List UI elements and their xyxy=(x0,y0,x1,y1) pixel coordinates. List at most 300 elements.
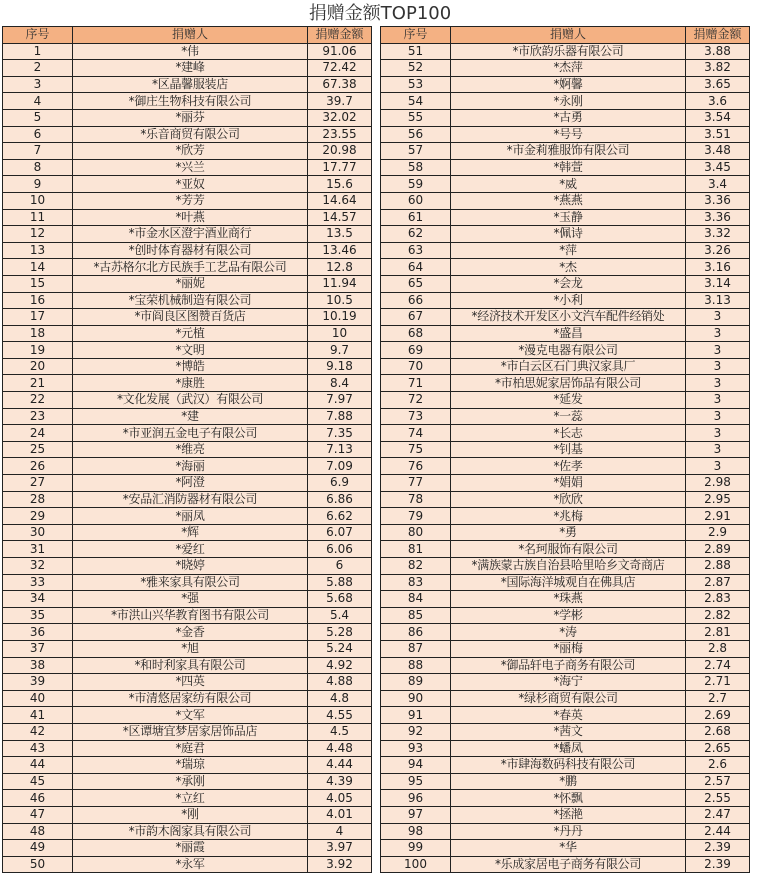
amount-cell: 5.28 xyxy=(308,624,372,641)
donor-cell: *华 xyxy=(451,840,686,857)
donor-cell: *创时体育器材有限公司 xyxy=(73,242,308,259)
donor-header: 捐赠人 xyxy=(451,27,686,44)
donor-cell: *晓婷 xyxy=(73,558,308,575)
donor-cell: *庭君 xyxy=(73,740,308,757)
amount-cell: 2.98 xyxy=(686,475,750,492)
table-row xyxy=(381,309,750,326)
amount-cell: 2.71 xyxy=(686,674,750,691)
donor-cell: *娟娟 xyxy=(451,475,686,492)
amount-cell: 7.09 xyxy=(308,458,372,475)
table-row xyxy=(3,275,372,292)
amount-cell: 3 xyxy=(686,425,750,442)
donor-cell: *雅来家具有限公司 xyxy=(73,574,308,591)
donor-cell: *康胜 xyxy=(73,375,308,392)
rank-cell: 89 xyxy=(381,674,451,691)
donor-cell: *建峰 xyxy=(73,60,308,77)
rank-cell: 66 xyxy=(381,292,451,309)
table-row xyxy=(381,740,750,757)
amount-cell: 6.06 xyxy=(308,541,372,558)
table-row xyxy=(381,292,750,309)
rank-cell: 60 xyxy=(381,192,451,209)
donor-cell: *丽霞 xyxy=(73,840,308,857)
rank-cell: 83 xyxy=(381,574,451,591)
donation-table-left xyxy=(2,26,372,873)
rank-cell: 45 xyxy=(3,773,73,790)
rank-cell: 29 xyxy=(3,508,73,525)
rank-cell: 2 xyxy=(3,60,73,77)
table-row xyxy=(381,325,750,342)
donor-cell: *刚 xyxy=(73,806,308,823)
table-row xyxy=(381,458,750,475)
amount-cell: 32.02 xyxy=(308,109,372,126)
rank-cell: 16 xyxy=(3,292,73,309)
amount-cell: 3.32 xyxy=(686,226,750,243)
amount-cell: 12.8 xyxy=(308,259,372,276)
rank-cell: 99 xyxy=(381,840,451,857)
rank-cell: 30 xyxy=(3,524,73,541)
table-row xyxy=(3,76,372,93)
table-row xyxy=(3,292,372,309)
amount-cell: 2.95 xyxy=(686,491,750,508)
rank-cell: 21 xyxy=(3,375,73,392)
table-row xyxy=(3,524,372,541)
table-row xyxy=(3,740,372,757)
rank-cell: 46 xyxy=(3,790,73,807)
table-row xyxy=(3,159,372,176)
table-row xyxy=(381,259,750,276)
amount-cell: 4.8 xyxy=(308,690,372,707)
table-row xyxy=(3,342,372,359)
table-row xyxy=(3,209,372,226)
table-row xyxy=(3,790,372,807)
amount-cell: 2.44 xyxy=(686,823,750,840)
table-row xyxy=(3,508,372,525)
donor-cell: *爱红 xyxy=(73,541,308,558)
donor-cell: *小利 xyxy=(451,292,686,309)
donor-cell: *亚奴 xyxy=(73,176,308,193)
rank-cell: 47 xyxy=(3,806,73,823)
rank-cell: 86 xyxy=(381,624,451,641)
table-row xyxy=(3,541,372,558)
amount-cell: 3.14 xyxy=(686,275,750,292)
donor-cell: *涛 xyxy=(451,624,686,641)
table-row xyxy=(3,840,372,857)
table-row xyxy=(381,640,750,657)
donor-cell: *御品轩电子商务有限公司 xyxy=(451,657,686,674)
table-row xyxy=(381,242,750,259)
amount-cell: 3.16 xyxy=(686,259,750,276)
rank-header: 序号 xyxy=(381,27,451,44)
rank-cell: 69 xyxy=(381,342,451,359)
rank-cell: 28 xyxy=(3,491,73,508)
rank-cell: 70 xyxy=(381,358,451,375)
rank-cell: 72 xyxy=(381,392,451,409)
rank-cell: 48 xyxy=(3,823,73,840)
donor-cell: *市柏思妮家居饰品有限公司 xyxy=(451,375,686,392)
donor-cell: *市清悠居家纺有限公司 xyxy=(73,690,308,707)
amount-cell: 2.83 xyxy=(686,591,750,608)
table-row xyxy=(3,425,372,442)
rank-cell: 93 xyxy=(381,740,451,757)
donor-cell: *市韵木阁家具有限公司 xyxy=(73,823,308,840)
amount-cell: 4.48 xyxy=(308,740,372,757)
donor-cell: *强 xyxy=(73,591,308,608)
table-row xyxy=(381,76,750,93)
donor-cell: *区谭塘宜梦居家居饰品店 xyxy=(73,723,308,740)
amount-cell: 2.69 xyxy=(686,707,750,724)
table-row xyxy=(3,242,372,259)
table-row xyxy=(381,143,750,160)
donor-cell: *绿杉商贸有限公司 xyxy=(451,690,686,707)
rank-cell: 81 xyxy=(381,541,451,558)
amount-cell: 2.55 xyxy=(686,790,750,807)
table-row xyxy=(3,674,372,691)
table-row xyxy=(3,325,372,342)
table-row xyxy=(381,591,750,608)
rank-cell: 10 xyxy=(3,192,73,209)
donor-cell: *珠燕 xyxy=(451,591,686,608)
amount-cell: 9.18 xyxy=(308,358,372,375)
rank-cell: 15 xyxy=(3,275,73,292)
amount-cell: 2.8 xyxy=(686,640,750,657)
rank-cell: 92 xyxy=(381,723,451,740)
table-row xyxy=(3,591,372,608)
rank-cell: 5 xyxy=(3,109,73,126)
table-row xyxy=(381,159,750,176)
table-row xyxy=(381,707,750,724)
amount-cell: 2.9 xyxy=(686,524,750,541)
rank-cell: 1 xyxy=(3,43,73,60)
table-row xyxy=(3,392,372,409)
donor-cell: *市欣韵乐器有限公司 xyxy=(451,43,686,60)
table-row xyxy=(381,790,750,807)
rank-cell: 62 xyxy=(381,226,451,243)
rank-cell: 54 xyxy=(381,93,451,110)
table-row xyxy=(381,93,750,110)
donor-cell: *四英 xyxy=(73,674,308,691)
amount-cell: 10 xyxy=(308,325,372,342)
donor-cell: *欣芳 xyxy=(73,143,308,160)
amount-cell: 3.88 xyxy=(686,43,750,60)
table-row xyxy=(3,657,372,674)
amount-cell: 2.89 xyxy=(686,541,750,558)
amount-cell: 3.92 xyxy=(308,856,372,873)
table-row xyxy=(3,408,372,425)
rank-cell: 26 xyxy=(3,458,73,475)
amount-cell: 10.5 xyxy=(308,292,372,309)
donor-cell: *会龙 xyxy=(451,275,686,292)
rank-cell: 14 xyxy=(3,259,73,276)
table-row xyxy=(381,657,750,674)
table-row xyxy=(3,143,372,160)
amount-cell: 7.35 xyxy=(308,425,372,442)
rank-cell: 85 xyxy=(381,607,451,624)
donor-cell: *威 xyxy=(451,176,686,193)
table-row xyxy=(381,541,750,558)
amount-cell: 39.7 xyxy=(308,93,372,110)
table-row xyxy=(3,43,372,60)
table-header-row xyxy=(381,27,750,44)
donor-cell: *阿澄 xyxy=(73,475,308,492)
table-row xyxy=(3,226,372,243)
rank-cell: 79 xyxy=(381,508,451,525)
amount-cell: 3.36 xyxy=(686,209,750,226)
table-row xyxy=(3,558,372,575)
donor-cell: *市白云区石门典汉家具厂 xyxy=(451,358,686,375)
table-row xyxy=(3,690,372,707)
amount-cell: 3 xyxy=(686,342,750,359)
donor-cell: *名珂服饰有限公司 xyxy=(451,541,686,558)
donor-cell: *海丽 xyxy=(73,458,308,475)
rank-cell: 63 xyxy=(381,242,451,259)
rank-cell: 90 xyxy=(381,690,451,707)
rank-cell: 8 xyxy=(3,159,73,176)
amount-cell: 7.88 xyxy=(308,408,372,425)
rank-cell: 38 xyxy=(3,657,73,674)
rank-cell: 43 xyxy=(3,740,73,757)
rank-cell: 91 xyxy=(381,707,451,724)
table-row xyxy=(381,558,750,575)
table-row xyxy=(3,856,372,873)
rank-cell: 4 xyxy=(3,93,73,110)
amount-cell: 4.05 xyxy=(308,790,372,807)
donor-cell: *乐成家居电子商务有限公司 xyxy=(451,856,686,873)
table-row xyxy=(381,392,750,409)
donor-cell: *经济技术开发区小文汽车配件经销处 xyxy=(451,309,686,326)
rank-header: 序号 xyxy=(3,27,73,44)
rank-cell: 55 xyxy=(381,109,451,126)
donor-cell: *安品汇消防器材有限公司 xyxy=(73,491,308,508)
rank-cell: 3 xyxy=(3,76,73,93)
table-row xyxy=(381,43,750,60)
donor-cell: *瑞琼 xyxy=(73,757,308,774)
amount-cell: 5.24 xyxy=(308,640,372,657)
amount-cell: 3.45 xyxy=(686,159,750,176)
amount-cell: 6.07 xyxy=(308,524,372,541)
rank-cell: 24 xyxy=(3,425,73,442)
amount-cell: 3.48 xyxy=(686,143,750,160)
rank-cell: 61 xyxy=(381,209,451,226)
rank-cell: 68 xyxy=(381,325,451,342)
rank-cell: 25 xyxy=(3,441,73,458)
donor-cell: *叶燕 xyxy=(73,209,308,226)
rank-cell: 40 xyxy=(3,690,73,707)
donor-cell: *市阎良区图赞百货店 xyxy=(73,309,308,326)
amount-cell: 9.7 xyxy=(308,342,372,359)
donor-cell: *市亚润五金电子有限公司 xyxy=(73,425,308,442)
donor-cell: *杰 xyxy=(451,259,686,276)
rank-cell: 56 xyxy=(381,126,451,143)
donor-cell: *延发 xyxy=(451,392,686,409)
rank-cell: 59 xyxy=(381,176,451,193)
table-row xyxy=(381,60,750,77)
table-row xyxy=(3,624,372,641)
donor-cell: *芳芳 xyxy=(73,192,308,209)
donor-cell: *兴兰 xyxy=(73,159,308,176)
donor-cell: *乐音商贸有限公司 xyxy=(73,126,308,143)
table-row xyxy=(3,358,372,375)
table-row xyxy=(381,723,750,740)
amount-cell: 15.6 xyxy=(308,176,372,193)
amount-cell: 4.88 xyxy=(308,674,372,691)
donor-cell: *勇 xyxy=(451,524,686,541)
rank-cell: 84 xyxy=(381,591,451,608)
table-row xyxy=(381,524,750,541)
table-row xyxy=(3,93,372,110)
donor-cell: *和时利家具有限公司 xyxy=(73,657,308,674)
rank-cell: 20 xyxy=(3,358,73,375)
donor-cell: *怀飘 xyxy=(451,790,686,807)
table-row xyxy=(3,806,372,823)
donor-cell: *茜文 xyxy=(451,723,686,740)
amount-cell: 4.92 xyxy=(308,657,372,674)
rank-cell: 22 xyxy=(3,392,73,409)
rank-cell: 27 xyxy=(3,475,73,492)
rank-cell: 75 xyxy=(381,441,451,458)
amount-cell: 4.55 xyxy=(308,707,372,724)
donor-cell: *文军 xyxy=(73,707,308,724)
amount-cell: 2.82 xyxy=(686,607,750,624)
table-row xyxy=(3,823,372,840)
donor-cell: *国际海洋城观自在佛具店 xyxy=(451,574,686,591)
rank-cell: 58 xyxy=(381,159,451,176)
rank-cell: 76 xyxy=(381,458,451,475)
donor-cell: *市洪山兴华教育图书有限公司 xyxy=(73,607,308,624)
rank-cell: 100 xyxy=(381,856,451,873)
page-title: 捐赠金额TOP100 xyxy=(308,3,452,24)
amount-cell: 4.39 xyxy=(308,773,372,790)
donor-cell: *杰萍 xyxy=(451,60,686,77)
table-row xyxy=(3,126,372,143)
donor-cell: *市金莉雅服饰有限公司 xyxy=(451,143,686,160)
table-row xyxy=(381,126,750,143)
amount-cell: 3 xyxy=(686,358,750,375)
rank-cell: 94 xyxy=(381,757,451,774)
donor-cell: *海宁 xyxy=(451,674,686,691)
donor-cell: *学彬 xyxy=(451,607,686,624)
amount-cell: 2.57 xyxy=(686,773,750,790)
rank-cell: 6 xyxy=(3,126,73,143)
rank-cell: 7 xyxy=(3,143,73,160)
amount-cell: 2.87 xyxy=(686,574,750,591)
rank-cell: 9 xyxy=(3,176,73,193)
table-row xyxy=(381,342,750,359)
amount-cell: 11.94 xyxy=(308,275,372,292)
donor-cell: *长志 xyxy=(451,425,686,442)
rank-cell: 88 xyxy=(381,657,451,674)
donor-cell: *永刚 xyxy=(451,93,686,110)
donor-cell: *丽芬 xyxy=(73,109,308,126)
table-row xyxy=(381,624,750,641)
table-row xyxy=(381,192,750,209)
table-row xyxy=(381,574,750,591)
table-row xyxy=(381,441,750,458)
table-row xyxy=(381,408,750,425)
amount-cell: 72.42 xyxy=(308,60,372,77)
rank-cell: 97 xyxy=(381,806,451,823)
amount-cell: 14.64 xyxy=(308,192,372,209)
amount-cell: 3.54 xyxy=(686,109,750,126)
amount-cell: 3.4 xyxy=(686,176,750,193)
table-row xyxy=(3,723,372,740)
donor-cell: *立红 xyxy=(73,790,308,807)
amount-cell: 4.44 xyxy=(308,757,372,774)
table-row xyxy=(381,508,750,525)
table-row xyxy=(381,806,750,823)
amount-cell: 3 xyxy=(686,375,750,392)
donor-cell: *伟 xyxy=(73,43,308,60)
amount-cell: 2.65 xyxy=(686,740,750,757)
rank-cell: 41 xyxy=(3,707,73,724)
amount-cell: 3.13 xyxy=(686,292,750,309)
table-row xyxy=(3,757,372,774)
rank-cell: 65 xyxy=(381,275,451,292)
rank-cell: 77 xyxy=(381,475,451,492)
donor-cell: *古勇 xyxy=(451,109,686,126)
rank-cell: 42 xyxy=(3,723,73,740)
donor-cell: *御庄生物科技有限公司 xyxy=(73,93,308,110)
donor-cell: *旭 xyxy=(73,640,308,657)
table-row xyxy=(3,773,372,790)
rank-cell: 13 xyxy=(3,242,73,259)
amount-cell: 2.81 xyxy=(686,624,750,641)
rank-cell: 33 xyxy=(3,574,73,591)
rank-cell: 96 xyxy=(381,790,451,807)
rank-cell: 74 xyxy=(381,425,451,442)
donor-cell: *燕燕 xyxy=(451,192,686,209)
amount-cell: 91.06 xyxy=(308,43,372,60)
table-row xyxy=(3,60,372,77)
donor-cell: *辉 xyxy=(73,524,308,541)
amount-cell: 4.01 xyxy=(308,806,372,823)
rank-cell: 95 xyxy=(381,773,451,790)
rank-cell: 80 xyxy=(381,524,451,541)
donor-cell: *佐孝 xyxy=(451,458,686,475)
rank-cell: 64 xyxy=(381,259,451,276)
donor-cell: *维亮 xyxy=(73,441,308,458)
amount-cell: 3.36 xyxy=(686,192,750,209)
table-row xyxy=(3,491,372,508)
amount-cell: 3 xyxy=(686,441,750,458)
donor-cell: *永军 xyxy=(73,856,308,873)
rank-cell: 52 xyxy=(381,60,451,77)
rank-cell: 67 xyxy=(381,309,451,326)
amount-cell: 23.55 xyxy=(308,126,372,143)
donor-cell: *婀馨 xyxy=(451,76,686,93)
amount-cell: 20.98 xyxy=(308,143,372,160)
donor-cell: *建 xyxy=(73,408,308,425)
amount-cell: 5.88 xyxy=(308,574,372,591)
donor-cell: *古苏格尔北方民族手工艺品有限公司 xyxy=(73,259,308,276)
donor-cell: *满族蒙古族自治县哈里哈乡文奇商店 xyxy=(451,558,686,575)
amount-cell: 2.39 xyxy=(686,840,750,857)
table-row xyxy=(381,491,750,508)
table-row xyxy=(3,176,372,193)
donor-cell: *兆梅 xyxy=(451,508,686,525)
donor-cell: *号号 xyxy=(451,126,686,143)
rank-cell: 82 xyxy=(381,558,451,575)
rank-cell: 50 xyxy=(3,856,73,873)
rank-cell: 34 xyxy=(3,591,73,608)
table-row xyxy=(3,607,372,624)
table-row xyxy=(381,226,750,243)
table-row xyxy=(381,823,750,840)
donor-cell: *一蕊 xyxy=(451,408,686,425)
amount-cell: 2.88 xyxy=(686,558,750,575)
amount-cell: 4 xyxy=(308,823,372,840)
table-row xyxy=(381,856,750,873)
rank-cell: 57 xyxy=(381,143,451,160)
